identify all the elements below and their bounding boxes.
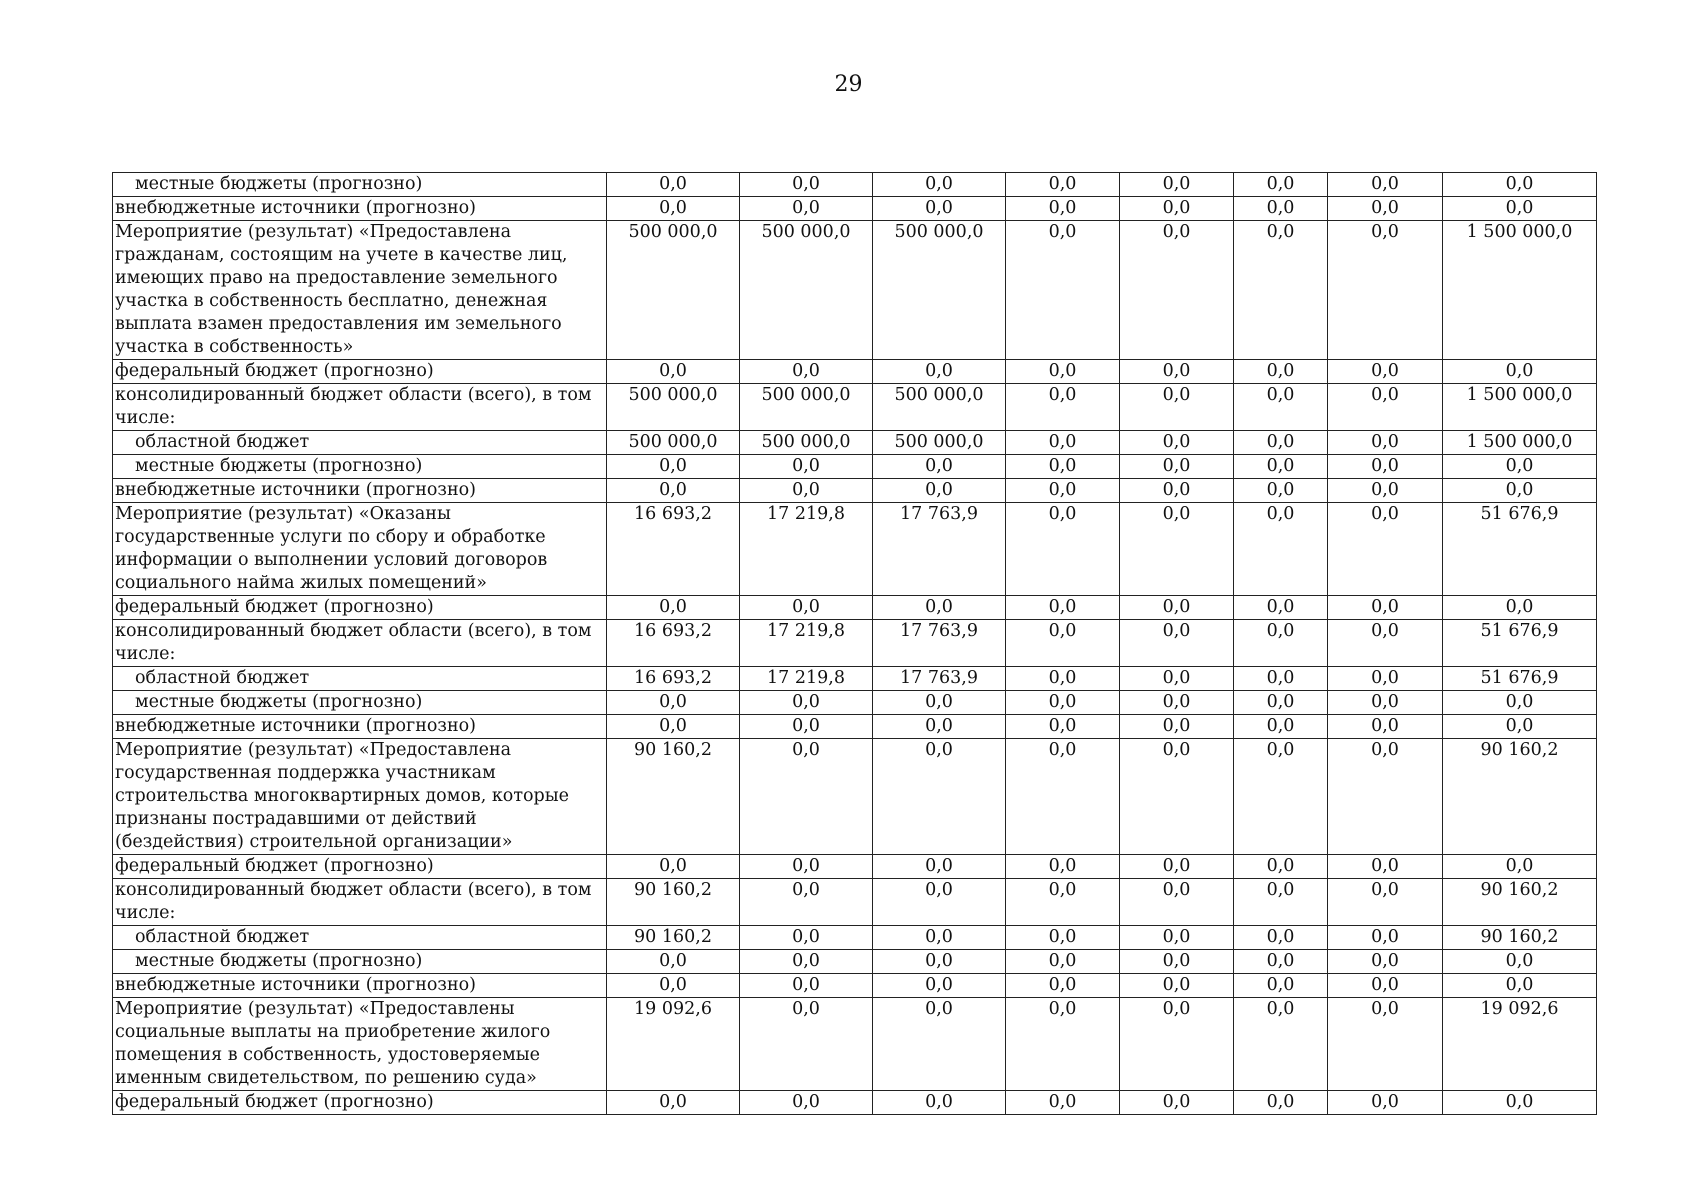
cell-value: 0,0: [607, 1091, 740, 1115]
cell-value: 0,0: [740, 926, 873, 950]
table-row: [113, 950, 1597, 974]
budget-table-body: [113, 173, 1597, 1115]
cell-value: 0,0: [1120, 596, 1234, 620]
cell-value: 0,0: [1234, 926, 1328, 950]
cell-value: 17 219,8: [740, 620, 873, 667]
cell-total: 0,0: [1443, 455, 1597, 479]
cell-total: 0,0: [1443, 360, 1597, 384]
cell-value: 0,0: [607, 596, 740, 620]
cell-value: 0,0: [1328, 384, 1443, 431]
cell-value: 0,0: [740, 998, 873, 1091]
cell-value: 0,0: [1120, 620, 1234, 667]
cell-value: 0,0: [873, 691, 1006, 715]
table-row: [113, 173, 1597, 197]
cell-total: 0,0: [1443, 974, 1597, 998]
cell-total: 19 092,6: [1443, 998, 1597, 1091]
cell-value: 0,0: [873, 173, 1006, 197]
cell-value: 0,0: [1006, 998, 1120, 1091]
cell-value: 0,0: [1234, 384, 1328, 431]
cell-value: 0,0: [740, 855, 873, 879]
table-row: [113, 855, 1597, 879]
cell-value: 0,0: [1328, 715, 1443, 739]
cell-total: 51 676,9: [1443, 620, 1597, 667]
row-label: консолидированный бюджет области (всего), в том числе:: [113, 879, 607, 926]
cell-value: 16 693,2: [607, 503, 740, 596]
table-row: [113, 503, 1597, 596]
cell-value: 0,0: [740, 715, 873, 739]
cell-value: 0,0: [1006, 667, 1120, 691]
row-label: федеральный бюджет (прогнозно): [113, 1091, 607, 1115]
table-row: [113, 926, 1597, 950]
cell-value: 500 000,0: [740, 384, 873, 431]
cell-value: 0,0: [1006, 503, 1120, 596]
table-row: [113, 691, 1597, 715]
cell-value: 0,0: [1234, 173, 1328, 197]
cell-value: 0,0: [607, 855, 740, 879]
table-row: [113, 715, 1597, 739]
cell-value: 19 092,6: [607, 998, 740, 1091]
cell-value: 0,0: [607, 691, 740, 715]
cell-value: 90 160,2: [607, 926, 740, 950]
table-row: [113, 974, 1597, 998]
cell-value: 0,0: [1234, 620, 1328, 667]
cell-total: 0,0: [1443, 1091, 1597, 1115]
table-row: [113, 197, 1597, 221]
cell-value: 0,0: [1006, 455, 1120, 479]
cell-value: 17 219,8: [740, 503, 873, 596]
cell-value: 0,0: [740, 197, 873, 221]
cell-value: 0,0: [1006, 739, 1120, 855]
cell-value: 16 693,2: [607, 620, 740, 667]
cell-value: 0,0: [873, 197, 1006, 221]
cell-value: 0,0: [1120, 455, 1234, 479]
cell-value: 0,0: [873, 855, 1006, 879]
cell-value: 0,0: [1006, 879, 1120, 926]
cell-value: 0,0: [1234, 715, 1328, 739]
table-row: [113, 479, 1597, 503]
cell-value: 0,0: [1120, 197, 1234, 221]
row-label: федеральный бюджет (прогнозно): [113, 360, 607, 384]
cell-value: 0,0: [1120, 691, 1234, 715]
cell-value: 0,0: [1328, 455, 1443, 479]
budget-table: [112, 172, 1597, 1115]
cell-value: 0,0: [1234, 998, 1328, 1091]
cell-value: 500 000,0: [607, 221, 740, 360]
cell-value: 17 219,8: [740, 667, 873, 691]
row-label: Мероприятие (результат) «Предоставлена государственная поддержка участникам строительства многоквартирных домов, которые признаны пострадавшими от действий (бездействия) строительной организации»: [113, 739, 607, 855]
cell-value: 0,0: [1120, 855, 1234, 879]
cell-total: 0,0: [1443, 479, 1597, 503]
row-label: местные бюджеты (прогнозно): [113, 173, 607, 197]
cell-value: 0,0: [873, 479, 1006, 503]
cell-value: 0,0: [740, 1091, 873, 1115]
cell-value: 0,0: [1006, 360, 1120, 384]
cell-value: 0,0: [1328, 620, 1443, 667]
cell-value: 0,0: [1006, 974, 1120, 998]
cell-value: 0,0: [740, 596, 873, 620]
cell-value: 0,0: [1328, 221, 1443, 360]
cell-value: 0,0: [740, 879, 873, 926]
row-label: федеральный бюджет (прогнозно): [113, 596, 607, 620]
cell-value: 500 000,0: [740, 221, 873, 360]
cell-value: 0,0: [1234, 879, 1328, 926]
row-label: внебюджетные источники (прогнозно): [113, 197, 607, 221]
table-row: [113, 360, 1597, 384]
cell-value: 0,0: [1328, 431, 1443, 455]
cell-total: 0,0: [1443, 855, 1597, 879]
cell-value: 0,0: [873, 926, 1006, 950]
cell-value: 0,0: [1234, 431, 1328, 455]
cell-total: 90 160,2: [1443, 739, 1597, 855]
cell-value: 0,0: [1234, 221, 1328, 360]
cell-total: 1 500 000,0: [1443, 221, 1597, 360]
cell-value: 0,0: [1328, 974, 1443, 998]
cell-value: 0,0: [1120, 739, 1234, 855]
row-label: областной бюджет: [113, 667, 607, 691]
cell-value: 0,0: [1234, 455, 1328, 479]
row-label: консолидированный бюджет области (всего), в том числе:: [113, 620, 607, 667]
cell-value: 0,0: [1120, 503, 1234, 596]
cell-total: 0,0: [1443, 596, 1597, 620]
cell-value: 0,0: [1328, 691, 1443, 715]
table-row: [113, 431, 1597, 455]
row-label: федеральный бюджет (прогнозно): [113, 855, 607, 879]
table-row: [113, 620, 1597, 667]
cell-value: 0,0: [1120, 974, 1234, 998]
row-label: Мероприятие (результат) «Оказаны государственные услуги по сбору и обработке информации о выполнении условий договоров социального найма жилых помещений»: [113, 503, 607, 596]
cell-total: 90 160,2: [1443, 926, 1597, 950]
cell-value: 0,0: [607, 360, 740, 384]
cell-value: 0,0: [1234, 596, 1328, 620]
cell-value: 0,0: [1328, 503, 1443, 596]
cell-value: 0,0: [1234, 1091, 1328, 1115]
cell-value: 0,0: [1328, 173, 1443, 197]
cell-value: 0,0: [1234, 855, 1328, 879]
cell-total: 90 160,2: [1443, 879, 1597, 926]
row-label: областной бюджет: [113, 926, 607, 950]
row-label: внебюджетные источники (прогнозно): [113, 479, 607, 503]
cell-value: 0,0: [1120, 1091, 1234, 1115]
cell-value: 500 000,0: [740, 431, 873, 455]
cell-value: 0,0: [1234, 739, 1328, 855]
cell-value: 0,0: [873, 998, 1006, 1091]
row-label: местные бюджеты (прогнозно): [113, 950, 607, 974]
cell-value: 0,0: [1328, 879, 1443, 926]
cell-value: 0,0: [740, 691, 873, 715]
cell-value: 0,0: [1006, 1091, 1120, 1115]
cell-value: 0,0: [1120, 950, 1234, 974]
cell-value: 0,0: [1234, 974, 1328, 998]
page-number: 29: [834, 72, 863, 97]
cell-value: 0,0: [1234, 360, 1328, 384]
cell-value: 0,0: [607, 455, 740, 479]
cell-value: 0,0: [1120, 667, 1234, 691]
cell-value: 0,0: [1120, 360, 1234, 384]
cell-total: 0,0: [1443, 173, 1597, 197]
cell-value: 0,0: [1120, 221, 1234, 360]
cell-value: 0,0: [1006, 197, 1120, 221]
cell-value: 0,0: [1120, 998, 1234, 1091]
cell-value: 0,0: [1328, 926, 1443, 950]
table-row: [113, 221, 1597, 360]
cell-value: 0,0: [873, 739, 1006, 855]
table-row: [113, 739, 1597, 855]
cell-value: 0,0: [873, 879, 1006, 926]
cell-value: 0,0: [1006, 596, 1120, 620]
cell-value: 0,0: [1328, 1091, 1443, 1115]
cell-total: 51 676,9: [1443, 503, 1597, 596]
cell-value: 16 693,2: [607, 667, 740, 691]
cell-value: 0,0: [1006, 173, 1120, 197]
cell-value: 0,0: [1120, 431, 1234, 455]
table-row: [113, 667, 1597, 691]
cell-total: 0,0: [1443, 950, 1597, 974]
row-label: внебюджетные источники (прогнозно): [113, 715, 607, 739]
cell-value: 0,0: [1120, 384, 1234, 431]
table-row: [113, 596, 1597, 620]
cell-value: 0,0: [740, 974, 873, 998]
row-label: областной бюджет: [113, 431, 607, 455]
row-label: местные бюджеты (прогнозно): [113, 455, 607, 479]
cell-value: 17 763,9: [873, 620, 1006, 667]
cell-value: 0,0: [1006, 691, 1120, 715]
cell-value: 90 160,2: [607, 879, 740, 926]
cell-value: 0,0: [1328, 950, 1443, 974]
cell-value: 0,0: [607, 974, 740, 998]
cell-value: 90 160,2: [607, 739, 740, 855]
cell-value: 0,0: [873, 360, 1006, 384]
cell-value: 500 000,0: [607, 431, 740, 455]
cell-value: 0,0: [1234, 479, 1328, 503]
cell-value: 17 763,9: [873, 667, 1006, 691]
cell-value: 0,0: [1328, 479, 1443, 503]
cell-value: 0,0: [873, 950, 1006, 974]
cell-value: 0,0: [1328, 596, 1443, 620]
cell-value: 17 763,9: [873, 503, 1006, 596]
cell-value: 0,0: [1120, 879, 1234, 926]
cell-value: 0,0: [1328, 197, 1443, 221]
cell-total: 1 500 000,0: [1443, 431, 1597, 455]
cell-value: 0,0: [1328, 855, 1443, 879]
cell-value: 0,0: [607, 479, 740, 503]
cell-value: 0,0: [740, 479, 873, 503]
row-label: Мероприятие (результат) «Предоставлена гражданам, состоящим на учете в качестве лиц, имеющих право на предоставление земельного участка в собственность бесплатно, денежная выплата взамен предоставления им земельного участка в собственность»: [113, 221, 607, 360]
cell-value: 0,0: [607, 950, 740, 974]
cell-total: 0,0: [1443, 691, 1597, 715]
cell-value: 0,0: [1234, 950, 1328, 974]
cell-value: 0,0: [873, 455, 1006, 479]
cell-value: 0,0: [873, 1091, 1006, 1115]
cell-value: 0,0: [873, 596, 1006, 620]
cell-value: 0,0: [1120, 173, 1234, 197]
cell-value: 0,0: [873, 715, 1006, 739]
cell-value: 0,0: [1234, 503, 1328, 596]
cell-total: 1 500 000,0: [1443, 384, 1597, 431]
cell-value: 0,0: [740, 739, 873, 855]
cell-value: 0,0: [1006, 221, 1120, 360]
cell-value: 0,0: [607, 715, 740, 739]
table-row: [113, 455, 1597, 479]
cell-value: 0,0: [1234, 667, 1328, 691]
cell-value: 0,0: [1328, 360, 1443, 384]
cell-value: 0,0: [1006, 620, 1120, 667]
table-row: [113, 1091, 1597, 1115]
row-label: консолидированный бюджет области (всего), в том числе:: [113, 384, 607, 431]
cell-value: 500 000,0: [873, 384, 1006, 431]
cell-value: 0,0: [1006, 431, 1120, 455]
cell-value: 0,0: [740, 455, 873, 479]
cell-value: 0,0: [1006, 384, 1120, 431]
cell-value: 0,0: [1120, 479, 1234, 503]
row-label: внебюджетные источники (прогнозно): [113, 974, 607, 998]
cell-value: 0,0: [1006, 950, 1120, 974]
row-label: местные бюджеты (прогнозно): [113, 691, 607, 715]
cell-value: 0,0: [1328, 667, 1443, 691]
cell-value: 500 000,0: [873, 431, 1006, 455]
cell-value: 0,0: [1234, 197, 1328, 221]
table-row: [113, 879, 1597, 926]
cell-value: 0,0: [1120, 926, 1234, 950]
table-row: [113, 384, 1597, 431]
cell-value: 0,0: [1234, 691, 1328, 715]
cell-value: 0,0: [740, 360, 873, 384]
cell-total: 0,0: [1443, 715, 1597, 739]
cell-value: 0,0: [1120, 715, 1234, 739]
cell-value: 0,0: [873, 974, 1006, 998]
cell-value: 0,0: [607, 173, 740, 197]
cell-value: 0,0: [1328, 998, 1443, 1091]
cell-total: 51 676,9: [1443, 667, 1597, 691]
cell-value: 0,0: [1006, 926, 1120, 950]
cell-value: 0,0: [740, 173, 873, 197]
cell-value: 0,0: [1006, 715, 1120, 739]
table-row: [113, 998, 1597, 1091]
cell-value: 0,0: [740, 950, 873, 974]
cell-value: 0,0: [1006, 479, 1120, 503]
cell-value: 500 000,0: [873, 221, 1006, 360]
row-label: Мероприятие (результат) «Предоставлены социальные выплаты на приобретение жилого помещения в собственность, удостоверяемые именным свидетельством, по решению суда»: [113, 998, 607, 1091]
cell-value: 0,0: [607, 197, 740, 221]
cell-total: 0,0: [1443, 197, 1597, 221]
cell-value: 500 000,0: [607, 384, 740, 431]
cell-value: 0,0: [1006, 855, 1120, 879]
cell-value: 0,0: [1328, 739, 1443, 855]
